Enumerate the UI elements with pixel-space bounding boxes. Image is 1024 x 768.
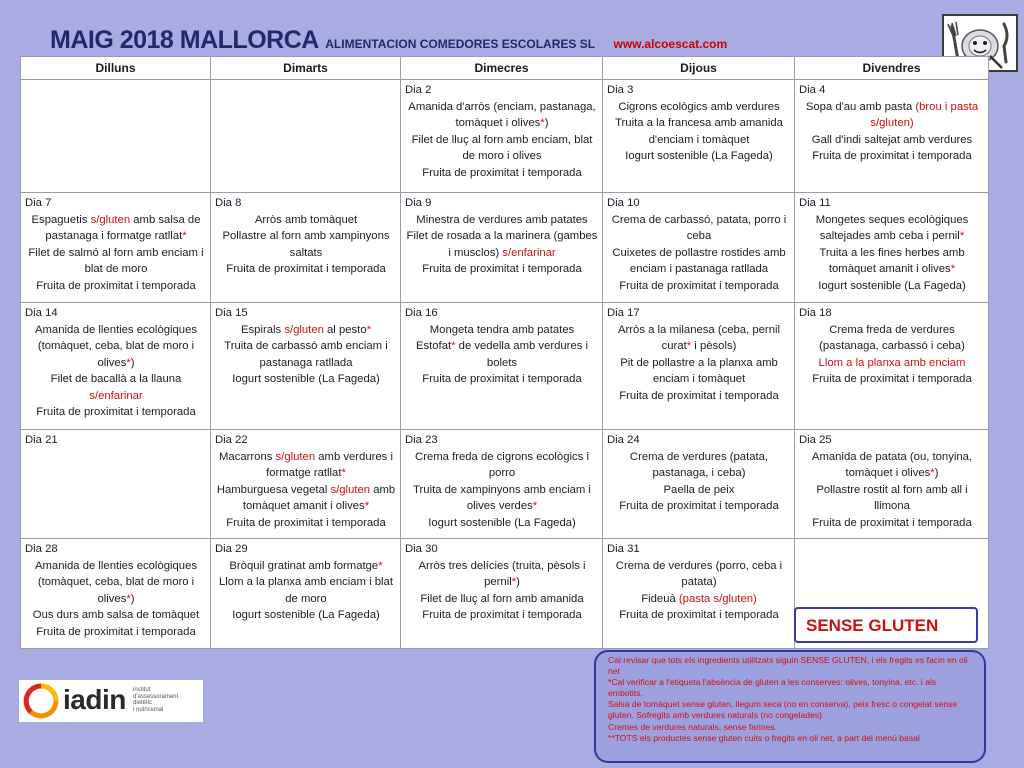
dish-line (405, 482, 599, 515)
dish-text: Fruita de proximitat i temporada (812, 150, 972, 162)
dish-line (607, 449, 791, 482)
dish-line (799, 99, 985, 132)
dish-text: Iogurt sostenible (La Fageda) (625, 150, 773, 162)
dish-text: Crema de verdures (patata, pastanaga, i ceba) (629, 450, 769, 479)
dish-line (405, 99, 599, 132)
day-cell (401, 430, 603, 539)
gluten-note-text: * (366, 323, 372, 336)
note-line: Cremes de verdures naturals, sense farines. (608, 721, 778, 732)
day-cell (211, 193, 401, 303)
dish-line (215, 607, 397, 624)
day-number: Dia 30 (405, 543, 438, 555)
dish-text: Truita de carbassó amb enciam i pastanaga ratllada (224, 340, 388, 369)
dish-line (607, 482, 791, 499)
dish-line (799, 278, 985, 295)
dish-line (799, 148, 985, 165)
dish-line (405, 371, 599, 388)
day-number: Dia 31 (607, 543, 640, 555)
company-website-link[interactable]: www.alcoescat.com (613, 37, 728, 51)
day-number: Dia 18 (799, 307, 832, 319)
dish-line (405, 322, 599, 339)
day-cell (795, 430, 989, 539)
day-number: Dia 11 (799, 197, 831, 209)
week-row (21, 303, 989, 430)
dish-text: Fruita de proximitat i temporada (812, 516, 972, 529)
day-cell (603, 539, 795, 649)
dish-line (799, 322, 985, 355)
dish-text: Fruita de proximitat i temporada (619, 279, 779, 292)
dish-text: Pollastre rostit al forn amb all i llimona (816, 483, 968, 512)
dish-line (607, 322, 791, 355)
tagline-line: i nutricional (133, 706, 164, 713)
day-number: Dia 23 (405, 434, 438, 446)
week-row (21, 80, 989, 193)
title-company: ALIMENTACION COMEDORES ESCOLARES SL (325, 37, 596, 51)
dish-text: Paella de peix (663, 483, 735, 496)
weekly-menu-table (20, 56, 989, 649)
dish-text: Bròquil gratinat amb formatge (229, 559, 379, 572)
dish-text: Fruita de proximitat i temporada (36, 625, 196, 638)
dish-text: Iogurt sostenible (La Fageda) (428, 516, 576, 529)
tagline-line: d'assessorament (133, 693, 179, 700)
day-number: Dia 15 (215, 307, 248, 319)
dish-text: Fruita de proximitat i temporada (422, 373, 582, 385)
gluten-notes-box (594, 650, 986, 763)
day-number: Dia 14 (25, 307, 58, 319)
dish-line (25, 371, 207, 404)
dish-line (405, 558, 599, 591)
iadin-ring-logo-icon (23, 683, 59, 719)
day-number: Dia 24 (607, 434, 640, 446)
dish-text: Arròs amb tomàquet (254, 213, 358, 226)
day-number: Dia 9 (405, 197, 432, 209)
tagline-line: dietètic (133, 700, 153, 707)
day-cell (21, 430, 211, 539)
note-line: Cal revisar que tots els ingredients utilitzats siguin SENSE GLUTEN, i els fregits es facin en oli net (608, 655, 968, 677)
dish-text: al pesto (323, 323, 367, 336)
dish-line (607, 278, 791, 295)
gluten-note-text: s/gluten (284, 323, 324, 336)
dish-text: Truita a les fines herbes amb tomàquet amanit i olives (819, 246, 965, 275)
gluten-note-text: s/gluten (275, 450, 316, 463)
dish-line (215, 371, 397, 388)
dish-text: Fruita de proximitat i temporada (36, 406, 196, 418)
day-cell (603, 303, 795, 430)
gluten-note-text: * (451, 340, 456, 352)
day-number: Dia 4 (799, 84, 826, 96)
dish-text: ) (516, 576, 520, 588)
dish-text: Pollastre al forn amb xampinyons saltats (222, 230, 390, 259)
dish-text: amb verdures i formatge ratllat (266, 450, 393, 479)
dish-line (799, 371, 985, 388)
dish-text: ) (544, 117, 549, 129)
dish-line (607, 591, 791, 608)
dish-line (25, 278, 207, 295)
day-number: Dia 17 (607, 307, 640, 319)
dish-line (607, 355, 791, 388)
dish-line (607, 148, 791, 165)
dish-line (799, 355, 985, 372)
dish-line (215, 212, 397, 229)
dish-line (215, 261, 397, 278)
gluten-free-badge: SENSE GLUTEN (794, 607, 978, 643)
day-number: Dia 3 (607, 84, 634, 96)
dish-text: Fruita de proximitat i temporada (812, 373, 972, 385)
dish-line (215, 228, 397, 261)
day-cell (211, 303, 401, 430)
dish-text: Espirals (240, 323, 285, 336)
day-cell (603, 430, 795, 539)
dish-text: Fruita de proximitat i temporada (619, 609, 779, 621)
day-number: Dia 16 (405, 307, 438, 319)
week-row (21, 430, 989, 539)
dish-text: Fruita de proximitat i temporada (36, 279, 196, 292)
gluten-note-text: * (364, 500, 370, 512)
note-line: Salsa de tomàquet sense gluten, llegum seca (no en conserva), peix fresc o congelat sense gluten. Sofregits amb verdures naturals (no congelades) (608, 699, 958, 721)
dish-line (405, 591, 599, 608)
gluten-note-text: * (540, 117, 545, 129)
dish-text: Pit de pollastre a la planxa amb enciam i tomàquet (620, 356, 778, 385)
dish-line (799, 449, 985, 482)
dish-line (215, 338, 397, 371)
weekday-header: Dimecres (401, 57, 603, 80)
dish-line (405, 449, 599, 482)
dish-line (215, 515, 397, 532)
dish-text: i pèsols) (691, 340, 737, 352)
dish-text: Crema de carbassó, patata, porro i ceba (611, 213, 787, 242)
weekday-header: Dimarts (211, 57, 401, 80)
dish-text: Minestra de verdures amb patates (416, 213, 588, 226)
dish-line (25, 212, 207, 245)
dish-line (405, 228, 599, 261)
dish-text: Iogurt sostenible (La Fageda) (232, 373, 380, 385)
dish-line (607, 212, 791, 245)
dish-text: Ous durs amb salsa de tomàquet (32, 609, 200, 621)
dish-line (405, 607, 599, 624)
dish-text: Iogurt sostenible (La Fageda) (818, 279, 966, 292)
note-line: *Cal verificar a l'etiqueta l'absència de gluten a les conserves: olives, tonyina, etc. i als embotits. (608, 677, 937, 699)
dish-text: Fruita de proximitat i temporada (619, 389, 779, 402)
dish-line (405, 165, 599, 182)
gluten-note-text: * (126, 356, 131, 369)
dish-text: Espaguetis (31, 213, 91, 226)
dish-text: Fruita de proximitat i temporada (226, 516, 386, 529)
dish-line (799, 515, 985, 532)
dish-text: Filet de lluç al forn amb enciam, blat de moro i olives (411, 133, 593, 162)
weekday-header: Divendres (795, 57, 989, 80)
dish-line (25, 558, 207, 608)
week-row (21, 193, 989, 303)
dish-line (405, 261, 599, 278)
dish-text: ) (130, 356, 135, 369)
dish-text: Iogurt sostenible (La Fageda) (232, 609, 380, 621)
day-number: Dia 8 (215, 197, 242, 209)
dish-text: Arròs a la milanesa (ceba, pernil curat (618, 323, 780, 352)
note-line: **TOTS els productes sense gluten cuits o fregits en oli net, a part del menú basal (608, 732, 920, 743)
day-cell (401, 80, 603, 193)
dish-text: Fideuà (641, 592, 679, 605)
dish-line (25, 322, 207, 372)
iadin-wordmark: iadin (63, 684, 126, 715)
iadin-logo (19, 680, 203, 722)
dish-line (405, 338, 599, 371)
weekday-header: Dijous (603, 57, 795, 80)
gluten-note-text: * (950, 263, 956, 275)
dish-line (215, 322, 397, 339)
dish-text: Cigrons ecològics amb verdures (618, 100, 780, 113)
tagline-line: institut (133, 687, 151, 693)
day-cell (603, 193, 795, 303)
day-cell (401, 539, 603, 649)
dish-text: Fruita de proximitat i temporada (226, 263, 386, 275)
day-cell (401, 193, 603, 303)
dish-line (215, 574, 397, 607)
day-cell (21, 193, 211, 303)
gluten-note-text: * (959, 230, 965, 242)
dish-line (25, 624, 207, 641)
iadin-tagline (133, 687, 178, 713)
title-main: MAIG 2018 MALLORCA (50, 26, 319, 54)
gluten-note-text: s/gluten (330, 483, 371, 496)
dish-line (215, 558, 397, 575)
dish-line (607, 99, 791, 116)
dish-text: ) (130, 592, 135, 605)
dish-text: Fruita de proximitat i temporada (422, 166, 582, 179)
dish-line (607, 558, 791, 591)
day-cell (21, 303, 211, 430)
dish-text: Filet de salmó al forn amb enciam i blat de moro (28, 246, 204, 275)
day-number: Dia 10 (607, 197, 640, 209)
gluten-note-text: * (532, 500, 538, 512)
dish-line (25, 245, 207, 278)
day-number: Dia 22 (215, 434, 248, 446)
day-cell (795, 303, 989, 430)
gluten-note-text: * (182, 230, 187, 242)
day-number: Dia 21 (25, 434, 58, 446)
dish-line (607, 388, 791, 405)
dish-text: Arròs tres delícies (truita, pèsols i pernil (418, 559, 586, 588)
dish-line (215, 449, 397, 482)
dish-line (799, 132, 985, 149)
day-cell (795, 193, 989, 303)
dish-line (405, 132, 599, 165)
gluten-note-text: * (378, 559, 383, 572)
day-cell (603, 80, 795, 193)
weekday-header: Dilluns (21, 57, 211, 80)
dish-text: Mongetes seques ecològiques saltejades amb ceba i pernil (815, 213, 969, 242)
dish-text: Macarrons (219, 450, 276, 463)
dish-line (799, 482, 985, 515)
dish-text: Hamburguesa vegetal (216, 483, 331, 496)
day-cell (211, 80, 401, 193)
gluten-note-text: Llom a la planxa amb enciam (818, 356, 966, 369)
weekday-header-row (21, 57, 989, 80)
day-number: Dia 25 (799, 434, 832, 446)
dish-line (25, 607, 207, 624)
dish-text: Amanida d'arròs (enciam, pastanaga, tomàquet i olives (408, 100, 596, 129)
dish-line (607, 115, 791, 148)
day-number: Dia 7 (25, 197, 52, 209)
dish-text: Amanida de llenties ecològiques (tomàquet, ceba, blat de moro i olives (34, 559, 198, 605)
dish-line (215, 482, 397, 515)
day-cell (211, 539, 401, 649)
day-cell (21, 80, 211, 193)
gluten-note-text: * (341, 467, 346, 479)
dish-text: Crema freda de cigrons ecològics i porro (415, 450, 589, 479)
gluten-note-text: * (126, 592, 131, 605)
dish-text: Filet de bacallà a la llauna (50, 373, 182, 385)
gluten-note-text: s/enfarinar (89, 389, 143, 402)
gluten-note-text: (pasta s/gluten) (678, 592, 757, 605)
day-cell (401, 303, 603, 430)
dish-text: Mongeta tendra amb patates (429, 323, 575, 336)
dish-text: Filet de lluç al forn amb amanida (420, 592, 584, 605)
dish-line (799, 245, 985, 278)
dish-text: ) (934, 467, 939, 479)
dish-line (25, 404, 207, 421)
dish-text: Fruita de proximitat i temporada (422, 263, 582, 275)
dish-text: Fruita de proximitat i temporada (619, 500, 779, 512)
gluten-note-text: * (511, 576, 517, 588)
dish-line (405, 212, 599, 229)
dish-text: de vedella amb verdures i bolets (455, 340, 589, 369)
dish-text: Truita a la francesa amb amanida d'enciam i tomàquet (615, 117, 783, 146)
day-cell (795, 80, 989, 193)
dish-text: Filet de rosada a la marinera (gambes i musclos) (406, 230, 598, 259)
dish-text: Crema de verdures (porro, ceba i patata) (615, 559, 783, 588)
dish-text: Llom a la planxa amb enciam i blat de moro (219, 576, 393, 605)
dish-line (405, 515, 599, 532)
page-title (50, 26, 727, 55)
dish-text: Cuixetes de pollastre rostides amb enciam i pastanaga ratllada (612, 246, 786, 275)
dish-text: amb tomàquet amanit i olives (242, 483, 396, 512)
dish-line (607, 498, 791, 515)
gluten-note-text: s/enfarinar (502, 246, 556, 259)
dish-text: Truita de xampinyons amb enciam i olives verdes (413, 483, 591, 512)
dish-text: Sopa d'au amb pasta (805, 100, 916, 113)
day-number: Dia 29 (215, 543, 248, 555)
day-cell (211, 430, 401, 539)
dish-line (799, 212, 985, 245)
dish-text: Amanida de llenties ecològiques (tomàquet, ceba, blat de moro i olives (34, 323, 198, 369)
dish-text: amb salsa de pastanaga i formatge ratllat (45, 213, 201, 242)
dish-line (607, 245, 791, 278)
dish-line (607, 607, 791, 624)
dish-text: Gall d'indi saltejat amb verdures (811, 133, 973, 146)
gluten-note-text: * (930, 467, 935, 479)
dish-text: Fruita de proximitat i temporada (422, 609, 582, 621)
dish-text: Amanida de patata (ou, tonyina, tomàquet i olives (811, 450, 973, 479)
gluten-note-text: (brou i pasta s/gluten) (870, 100, 979, 129)
day-number: Dia 28 (25, 543, 58, 555)
gluten-note-text: s/gluten (90, 213, 131, 226)
dish-text: Crema freda de verdures (pastanaga, carbassó i ceba) (819, 323, 965, 352)
gluten-note-text: * (686, 340, 692, 352)
day-number: Dia 2 (405, 84, 432, 96)
day-cell (21, 539, 211, 649)
dish-text: Estofat (415, 340, 452, 352)
